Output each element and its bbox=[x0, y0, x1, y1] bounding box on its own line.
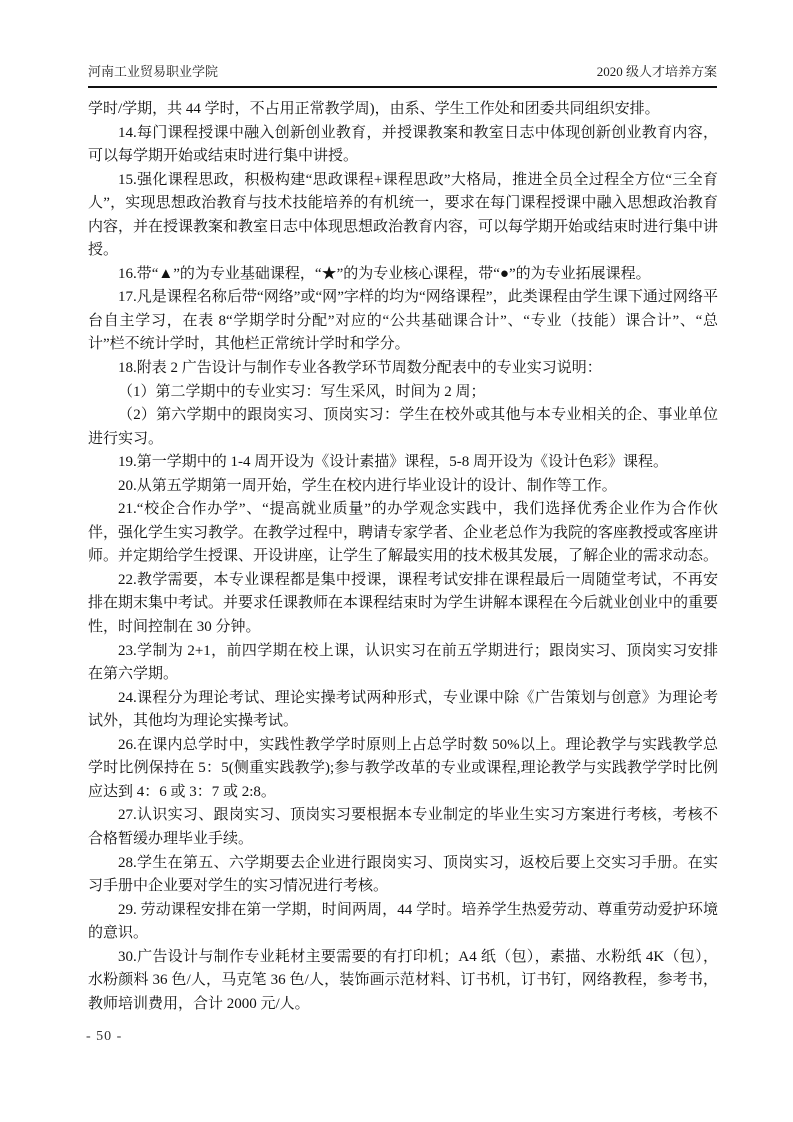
paragraph-item-20: 20.从第五学期第一周开始，学生在校内进行毕业设计的设计、制作等工作。 bbox=[118, 477, 617, 494]
paragraph-item-18-sub-1: （1）第二学期中的专业实习：写生采风，时间为 2 周； bbox=[118, 383, 486, 400]
page-header bbox=[88, 63, 717, 88]
paragraph-item-15: 15.强化课程思政，积极构建“思政课程+课程思政”大格局，推进全员全过程全方位“三全育人”，实现思想政治教育与技术技能培养的有机统一，要求在每门课程授课中融入思想政治教育内容，并在授课教案和教室日志中体现思想政治教育内容，可以每学期开始或结束时进行集中讲授。 bbox=[88, 171, 719, 259]
paragraph-continuation: 学时/学期，共 44 学时，不占用正常教学周)，由系、学生工作处和团委共同组织安排。 bbox=[88, 101, 660, 117]
document-body bbox=[88, 98, 718, 1016]
paragraph-item-23: 23.学制为 2+1，前四学期在校上课，认识实习在前五学期进行；跟岗实习、顶岗实习安排在第六学期。 bbox=[88, 642, 718, 683]
paragraph-item-28: 28.学生在第五、六学期要去企业进行跟岗实习、顶岗实习，返校后要上交实习手册。在实习手册中企业要对学生的实习情况进行考核。 bbox=[88, 854, 718, 895]
paragraph-item-30: 30.广告设计与制作专业耗材主要需要的有打印机；A4 纸（包），素描、水粉纸 4K（包），水粉颜料 36 色/人，马克笔 36 色/人，装饰画示范材料、订书机，订书钉，网络教程，参考书，教师培训费用，合计 2000 元/人。 bbox=[88, 948, 718, 1012]
paragraph-item-17: 17.凡是课程名称后带“网络”或“网”字样的均为“网络课程”，此类课程由学生课下通过网络平台自主学习，在表 8“学期学时分配”对应的“公共基础课合计”、“专业（技能）课合计”、“总计”栏不统计学时，其他栏正常统计学时和学分。 bbox=[88, 289, 718, 353]
paragraph-item-14: 14.每门课程授课中融入创新创业教育，并授课教案和教室日志中体现创新创业教育内容，可以每学期开始或结束时进行集中讲授。 bbox=[88, 124, 718, 165]
paragraph-item-22: 22.教学需要，本专业课程都是集中授课，课程考试安排在课程最后一周随堂考试，不再安排在期末集中考试。并要求任课教师在本课程结束时为学生讲解本课程在今后就业创业中的重要性，时间控制在 30 分钟。 bbox=[88, 571, 719, 636]
paragraph-item-26: 26.在课内总学时中，实践性教学学时原则上占总学时数 50%以上。理论教学与实践教学总学时比例保持在 5：5(侧重实践教学);参与教学改革的专业或课程,理论教学与实践教学学时比例应达到 4：6 或 3：7 或 2:8。 bbox=[88, 736, 718, 800]
paragraph-item-16: 16.带“▲”的为专业基础课程，“★”的为专业核心课程，带“●”的为专业拓展课程。 bbox=[118, 265, 651, 282]
paragraph-item-29: 29. 劳动课程安排在第一学期，时间两周，44 学时。培养学生热爱劳动、尊重劳动爱护环境的意识。 bbox=[88, 901, 718, 942]
page-number: - 50 - bbox=[86, 1029, 123, 1044]
paragraph-item-18: 18.附表 2 广告设计与制作专业各教学环节周数分配表中的专业实习说明： bbox=[118, 360, 602, 377]
paragraph-item-19: 19.第一学期中的 1-4 周开设为《设计素描》课程，5-8 周开设为《设计色彩》课程。 bbox=[118, 454, 668, 471]
paragraph-item-27: 27.认识实习、跟岗实习、顶岗实习要根据本专业制定的毕业生实习方案进行考核，考核不合格暂缓办理毕业手续。 bbox=[88, 807, 718, 847]
header-school-name: 河南工业贸易职业学院 bbox=[88, 64, 219, 79]
paragraph-item-21: 21.“校企合作办学”、“提高就业质量”的办学观念实践中，我们选择优秀企业作为合作伙伴，强化学生实习教学。在教学过程中，聘请专家学者、企业老总作为我院的客座教授或客座讲师。并定期给学生授课、开设讲座，让学生了解最实用的技术极其发展，了解企业的需求动态。 bbox=[88, 501, 719, 565]
paragraph-item-18-sub-2: （2）第六学期中的跟岗实习、顶岗实习：学生在校外或其他与本专业相关的企、事业单位进行实习。 bbox=[88, 407, 718, 447]
page-footer bbox=[86, 1029, 122, 1045]
header-document-title: 2020 级人才培养方案 bbox=[596, 64, 717, 79]
paragraph-item-24: 24.课程分为理论考试、理论实操考试两种形式，专业课中除《广告策划与创意》为理论考试外，其他均为理论实操考试。 bbox=[88, 689, 718, 730]
